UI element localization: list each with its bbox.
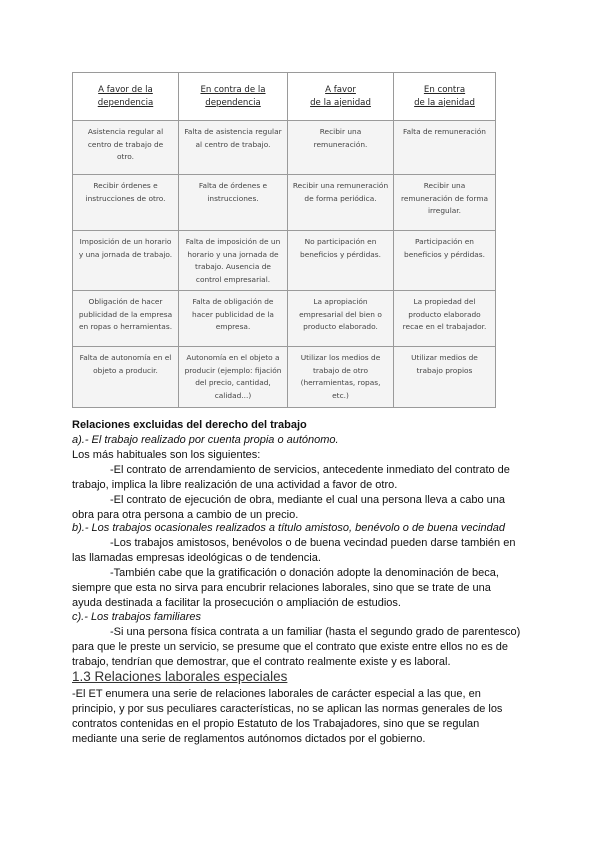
cell-line: control empresarial. — [195, 274, 271, 284]
table-row — [73, 231, 496, 291]
header-line: A favor — [325, 84, 356, 95]
table-row — [73, 175, 496, 231]
comparison-table-image — [72, 72, 495, 415]
table-cell — [179, 347, 288, 408]
paragraph-line: contratos contenidas en el propio Estatuto de los Trabajadores, sino que se regulan — [72, 718, 480, 730]
cell-line: Imposición de un horario — [79, 237, 172, 246]
section-b-title: b).- Los trabajos ocasionales realizados a título amistoso, benévolo o de buena vecindad — [72, 522, 505, 534]
table-cell — [73, 121, 179, 175]
paragraph-line: -El ET enumera una serie de relaciones laborales de carácter especial a las que, en — [72, 688, 481, 700]
cell-line: producto elaborado. — [303, 322, 378, 331]
table-cell — [288, 291, 394, 347]
cell-line: trabajo propios — [416, 365, 473, 375]
table-cell — [73, 175, 179, 231]
cell-line: Falta de autonomía en el — [79, 353, 172, 362]
cell-line: instrucciones. — [207, 193, 259, 203]
table-cell — [73, 347, 179, 408]
paragraph-line: trabajo, implica la libre realización de una actividad a favor de otro. — [72, 479, 398, 491]
section-a-title: a).- El trabajo realizado por cuenta propia o autónomo. — [72, 434, 339, 446]
cell-line: Falta de obligación de — [192, 297, 274, 306]
cell-line: trabajo. Ausencia de — [195, 262, 271, 271]
cell-line: al centro de trabajo. — [195, 139, 271, 149]
table-cell — [288, 231, 394, 291]
cell-line: beneficios y pérdidas. — [404, 249, 485, 259]
cell-line: producir (ejemplo: fijación — [184, 365, 282, 375]
table-cell — [394, 121, 496, 175]
paragraph-line: -El contrato de ejecución de obra, mediante el cual una persona lleva a cabo una — [110, 494, 506, 506]
table-cell — [288, 175, 394, 231]
paragraph-line: mediante una serie de reglamentos autónomos dictados por el gobierno. — [72, 733, 426, 745]
table-cell — [288, 121, 394, 175]
cell-line: hacer publicidad de la — [192, 309, 274, 319]
paragraph-line: para que le preste un servicio, se presume que el contrato que existe entre ellos no es de — [72, 641, 508, 653]
cell-line: centro de trabajo de — [87, 139, 164, 149]
cell-line: Falta de órdenes e — [198, 181, 268, 190]
cell-line: irregular. — [427, 206, 462, 215]
paragraph-line: las llamadas empresas ideológicas o de tendencia. — [72, 552, 321, 564]
table-cell — [394, 231, 496, 291]
cell-line: beneficios y pérdidas. — [300, 249, 381, 259]
comparison-table — [72, 72, 496, 408]
table-cell — [73, 291, 179, 347]
header-line: En contra — [423, 84, 466, 95]
cell-line: Falta de remuneración — [403, 127, 486, 136]
excluded-relations-heading: Relaciones excluidas del derecho del trabajo — [72, 419, 307, 431]
cell-line: recae en el trabajador. — [402, 322, 487, 331]
cell-line: Recibir órdenes e — [93, 181, 158, 190]
header-favor-ajenidad — [288, 73, 394, 121]
cell-line: en ropas o herramientas. — [78, 322, 173, 331]
cell-line: del precio, cantidad, — [195, 378, 271, 387]
header-favor-dependencia — [73, 73, 179, 121]
cell-line: y una jornada de trabajo. — [78, 249, 173, 259]
header-line: de la ajenidad — [414, 97, 475, 108]
header-contra-ajenidad — [394, 73, 496, 121]
table-row — [73, 347, 496, 408]
cell-line: (herramientas, ropas, etc.) — [300, 378, 381, 400]
cell-line: producto elaborado — [408, 309, 481, 319]
header-line: En contra de la — [200, 84, 266, 95]
intro-line: Los más habituales son los siguientes: — [72, 449, 261, 461]
header-line: A favor de la — [98, 84, 153, 95]
cell-line: Falta de asistencia regular — [184, 127, 282, 136]
cell-line: No participación en — [304, 237, 377, 246]
paragraph-line: trabajo, tendrían que demostrar, que el contrato realmente existe y es laboral. — [72, 656, 451, 668]
cell-line: Participación en — [415, 237, 474, 246]
cell-line: de forma periódica. — [304, 193, 377, 203]
header-contra-dependencia — [179, 73, 288, 121]
table-cell — [179, 291, 288, 347]
cell-line: Utilizar los medios de — [300, 353, 381, 362]
cell-line: Asistencia regular al — [87, 127, 164, 136]
paragraph-line: siempre que esta no sirva para encubrir relaciones laborales, sino que se trate de una — [72, 582, 491, 594]
table-cell — [394, 175, 496, 231]
table-cell — [179, 231, 288, 291]
cell-line: horario y una jornada de — [187, 249, 279, 259]
header-line: dependencia — [97, 97, 154, 108]
cell-line: empresa. — [215, 322, 251, 331]
table-cell — [288, 347, 394, 408]
header-line: de la ajenidad — [310, 97, 371, 108]
header-line: dependencia — [205, 97, 261, 108]
table-cell — [179, 121, 288, 175]
cell-line: calidad...) — [214, 390, 252, 400]
cell-line: publicidad de la empresa — [78, 309, 173, 319]
cell-line: empresarial del bien o — [299, 309, 382, 319]
paragraph-line: -Los trabajos amistosos, benévolos o de buena vecindad pueden darse también en — [110, 537, 516, 549]
cell-line: Falta de imposición de un — [185, 237, 281, 246]
table-row — [73, 291, 496, 347]
table-header-row — [73, 73, 496, 121]
paragraph-line: -También cabe que la gratificación o donación adopte la denominación de beca, — [110, 567, 499, 579]
cell-line: remuneración de forma — [400, 193, 489, 203]
table-row — [73, 121, 496, 175]
cell-line: Utilizar medios de — [411, 353, 478, 362]
table-cell — [394, 291, 496, 347]
cell-line: trabajo de otro — [312, 365, 368, 375]
cell-line: instrucciones de otro. — [85, 193, 166, 203]
section-heading-special-relations: 1.3 Relaciones laborales especiales — [72, 669, 288, 684]
table-cell — [394, 347, 496, 408]
cell-line: Recibir una remuneración. — [313, 127, 368, 149]
paragraph-line: -El contrato de arrendamiento de servicios, antecedente inmediato del contrato de — [110, 464, 510, 476]
cell-line: Obligación de hacer — [88, 297, 163, 306]
paragraph-line: obra para otra persona a cambio de un precio. — [72, 509, 299, 521]
paragraph-line: -Si una persona física contrata a un familiar (hasta el segundo grado de parentesco) — [110, 626, 521, 638]
table-cell — [73, 231, 179, 291]
cell-line: Recibir una remuneración — [292, 181, 389, 190]
cell-line: Autonomía en el objeto a — [186, 353, 280, 362]
section-c-title: c).- Los trabajos familiares — [72, 611, 201, 623]
cell-line: otro. — [116, 152, 135, 161]
cell-line: La apropiación — [313, 297, 368, 306]
paragraph-line: principio, y por sus peculiares características, no se aplican las normas generales de los — [72, 703, 503, 715]
cell-line: objeto a producir. — [93, 365, 158, 375]
cell-line: Recibir una — [423, 181, 466, 190]
table-cell — [179, 175, 288, 231]
paragraph-line: ayuda destinada a facilitar la prosecución o ampliación de estudios. — [72, 597, 401, 609]
cell-line: La propiedad del — [413, 297, 476, 306]
